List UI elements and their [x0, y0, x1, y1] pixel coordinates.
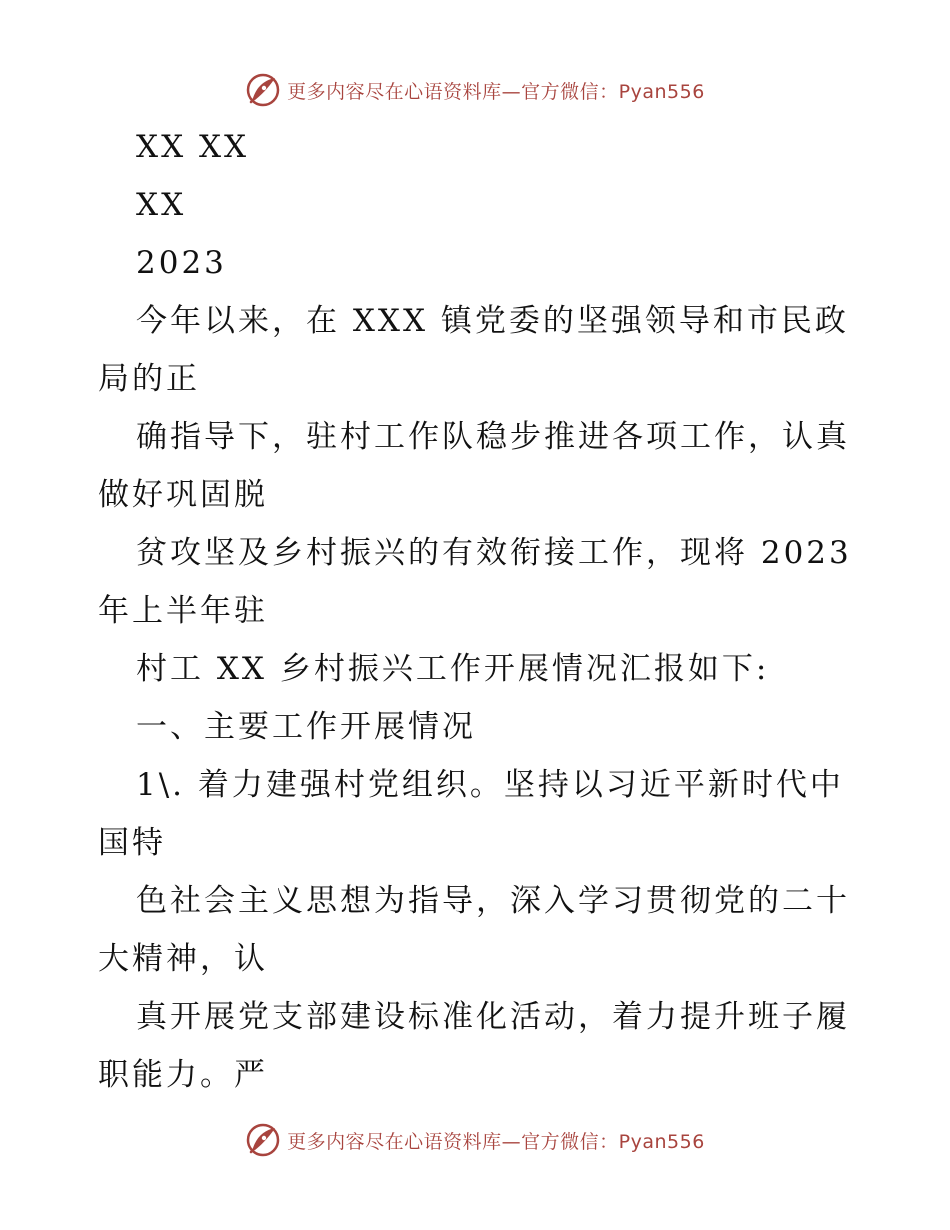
text-line: 做好巩固脱 [98, 477, 268, 513]
text-line: 2023 [136, 245, 227, 281]
text-line: 大精神，认 [98, 941, 268, 977]
text-line: XX XX [136, 129, 250, 165]
text-line: 色社会主义思想为指导，深入学习贯彻党的二十 [136, 883, 850, 919]
text-line: 真开展党支部建设标准化活动，着力提升班子履 [136, 999, 850, 1035]
header-watermark [0, 70, 950, 110]
text-line: 年上半年驻 [98, 593, 268, 629]
watermark-text: 更多内容尽在心语资料库—官方微信：Pyan556 [287, 80, 705, 103]
pen-nib-logo-icon [245, 1122, 281, 1158]
text-line: 国特 [98, 825, 166, 861]
text-line: 确指导下，驻村工作队稳步推进各项工作，认真 [136, 419, 850, 455]
text-line: 职能力。严 [98, 1057, 268, 1093]
text-line: 贫攻坚及乡村振兴的有效衔接工作，现将 2023 [136, 535, 852, 571]
text-line: 1\. 着力建强村党组织。坚持以习近平新时代中 [136, 767, 844, 803]
section-heading: 一、主要工作开展情况 [136, 709, 476, 745]
footer-watermark [0, 1120, 950, 1160]
text-line: 局的正 [98, 361, 200, 397]
pen-nib-logo-icon [245, 72, 281, 108]
text-line: 今年以来，在 XXX 镇党委的坚强领导和市民政 [136, 303, 849, 339]
text-line: XX [136, 187, 187, 223]
text-line: 村工 XX 乡村振兴工作开展情况汇报如下: [136, 651, 770, 687]
watermark-text: 更多内容尽在心语资料库—官方微信：Pyan556 [287, 1130, 705, 1153]
